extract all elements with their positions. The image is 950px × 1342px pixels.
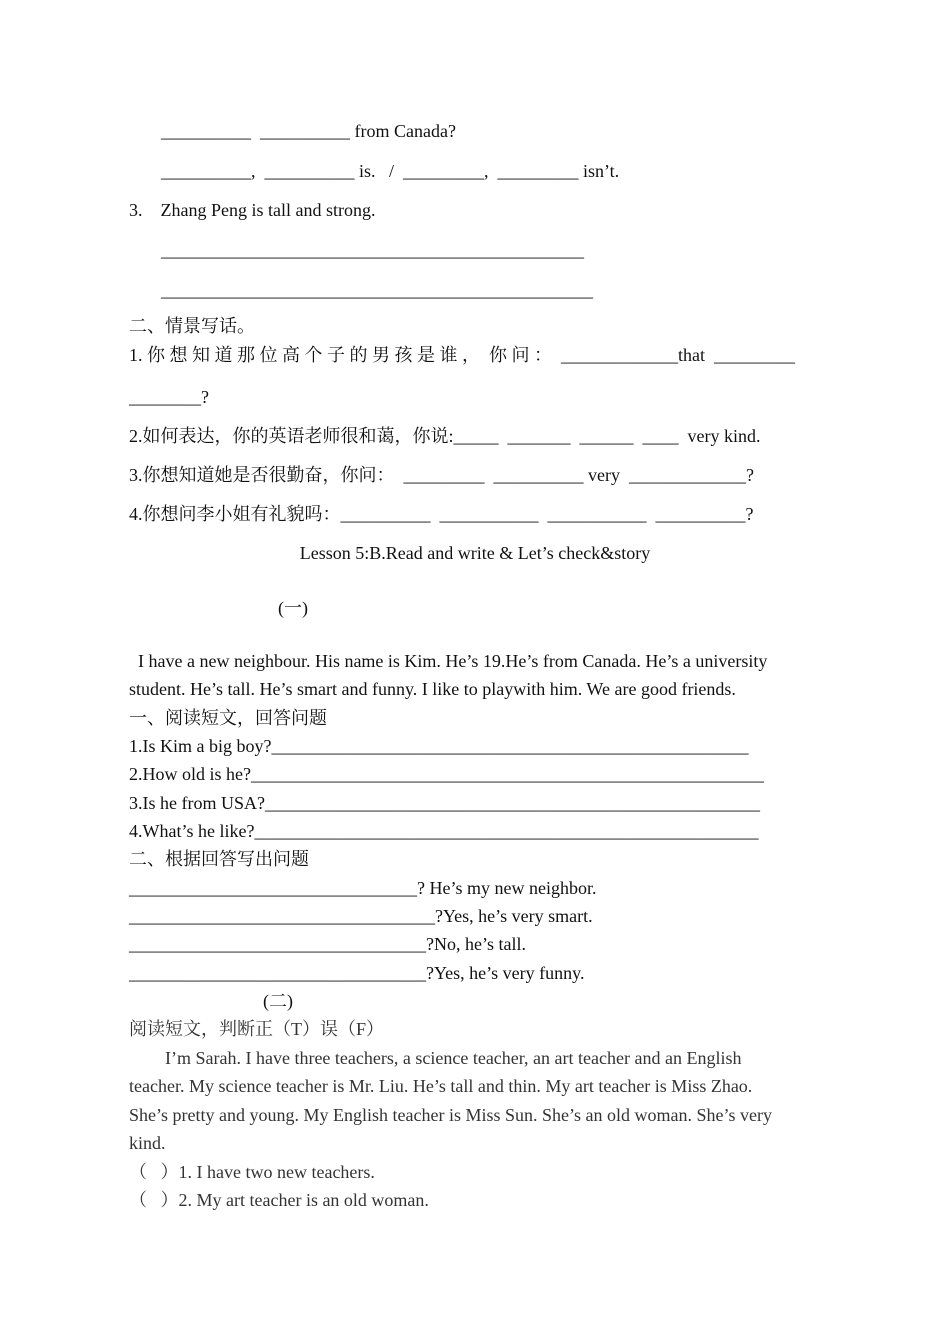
- situational-q1-continued: ________?: [129, 387, 209, 407]
- true-false-item-1: （ ）1. I have two new teachers.: [129, 1162, 375, 1182]
- answer-line-4: _________________________________?Yes, he’s very funny.: [129, 963, 585, 983]
- heading-read-answer: 一、阅读短文，回答问题: [129, 708, 327, 728]
- heading-true-false: 阅读短文，判断正（T）误（F）: [129, 1019, 385, 1039]
- lesson-title: Lesson 5:B.Read and write & Let’s check&story: [299, 543, 651, 563]
- passage-line-2: student. He’s tall. He’s smart and funny. I like to playwith him. We are good friends.: [129, 679, 736, 699]
- true-false-item-2: （ ）2. My art teacher is an old woman.: [129, 1190, 429, 1210]
- situational-q4: 4.你想问李小姐有礼貌吗：__________ ___________ ___________ __________?: [129, 504, 754, 524]
- situational-q3: 3.你想知道她是否很勤奋，你问： _________ __________ very _____________?: [129, 465, 754, 485]
- passage2-line-3: She’s pretty and young. My English teacher is Miss Sun. She’s an old woman. She’s very: [129, 1105, 772, 1125]
- answer-line-3: _________________________________?No, he’s tall.: [129, 934, 526, 954]
- answer-line-2: __________________________________?Yes, he’s very smart.: [129, 906, 593, 926]
- section-heading-situational: 二、情景写话。: [129, 316, 255, 336]
- heading-write-questions: 二、根据回答写出问题: [129, 849, 309, 869]
- situational-q1: 1. 你 想 知 道 那 位 高 个 子 的 男 孩 是 谁 ， 你 问 ： _____________that _________: [129, 345, 795, 365]
- answer-blank-2: ________________________________________________: [161, 280, 593, 300]
- passage-line-1: I have a new neighbour. His name is Kim. He’s 19.He’s from Canada. He’s a university: [129, 651, 768, 671]
- read-question-4: 4.What’s he like?________________________________________________________: [129, 821, 759, 841]
- situational-q2: 2.如何表达，你的英语老师很和蔼，你说:_____ _______ ______ ____ very kind.: [129, 426, 761, 446]
- part-two-label: (二): [263, 991, 293, 1011]
- read-question-1: 1.Is Kim a big boy?_____________________________________________________: [129, 736, 749, 756]
- answer-blank-1: _______________________________________________: [161, 240, 584, 260]
- passage2-line-2: teacher. My science teacher is Mr. Liu. He’s tall and thin. My art teacher is Miss Zhao.: [129, 1076, 753, 1096]
- read-question-3: 3.Is he from USA?_______________________________________________________: [129, 793, 760, 813]
- question-3: 3. Zhang Peng is tall and strong.: [129, 200, 376, 220]
- fill-line-from-canada: __________ __________ from Canada?: [161, 121, 456, 141]
- passage2-line-1: I’m Sarah. I have three teachers, a science teacher, an art teacher and an English: [129, 1048, 742, 1068]
- part-one-label: (一): [278, 598, 308, 618]
- passage2-line-4: kind.: [129, 1133, 166, 1153]
- answer-line-1: ________________________________? He’s my new neighbor.: [129, 878, 597, 898]
- read-question-2: 2.How old is he?_________________________________________________________: [129, 764, 764, 784]
- fill-line-is-isnt: __________, __________ is. / _________, _________ isn’t.: [161, 161, 620, 181]
